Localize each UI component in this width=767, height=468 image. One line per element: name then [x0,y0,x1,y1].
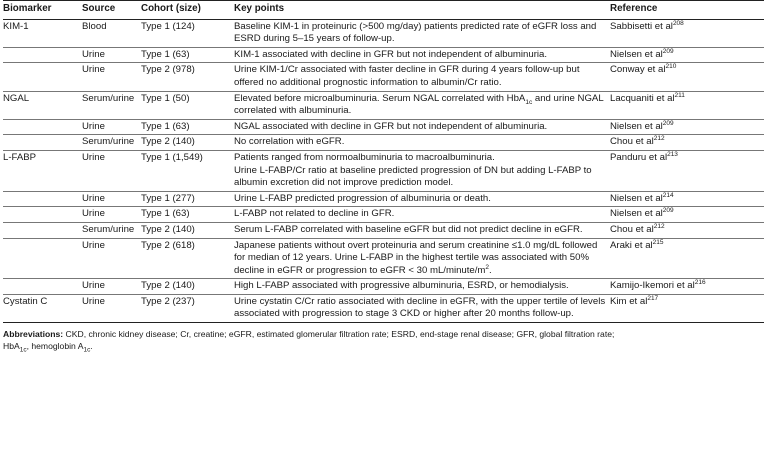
table-row [3,207,764,223]
cell-key-points: High L-FABP associated with progressive albuminuria, ESRD, or hemodialysis. [234,279,610,295]
cell-cohort: Type 1 (124) [141,20,195,32]
reference-text: Chou et al [610,223,654,235]
cell-reference [610,91,764,119]
reference-text: Nielsen et al [610,192,663,204]
footnote-text: . [90,340,93,351]
cell-key-points: Urine KIM-1/Cr associated with faster decline in GFR during 4 years follow-up but offered no additional prognostic information to albumin/Cr ratio. [234,63,610,91]
cell-reference [610,207,764,223]
cell-reference [610,119,764,135]
cell-key-points [234,91,610,119]
reference-number: 212 [653,222,665,230]
biomarker-table [3,0,764,323]
reference-text: Panduru et al [610,151,668,163]
cell-biomarker [3,47,82,63]
cell-cohort: Type 2 (618) [141,238,234,279]
cell-key-points: Urine cystatin C/Cr ratio associated with decline in eGFR, with the upper tertile of levels associated with progression to stage 3 CKD or higher after 20 months follow-up. [234,294,610,322]
cell-key-points: NGAL associated with decline in GFR but not independent of albuminuria. [234,119,610,135]
cell-cohort: Type 2 (140) [141,135,234,151]
reference-number: 217 [647,294,659,302]
key-subscript: 1c [525,98,533,106]
header-key-points: Key points [234,3,285,14]
table-row [3,150,764,191]
cell-biomarker [3,63,82,91]
cell-reference [610,150,764,191]
reference-text: Kim et al [610,295,648,307]
reference-number: 209 [662,47,674,55]
cell-source: Urine [82,191,141,207]
cell-source: Serum/urine [82,222,141,238]
key-text: and urine NGAL correlated with albuminuria. [234,92,604,117]
cell-biomarker: Cystatin C [3,294,82,322]
cell-biomarker [3,135,82,151]
cell-cohort: Type 1 (1,549) [141,150,234,191]
cell-cohort: Type 1 (63) [141,47,234,63]
reference-number: 210 [665,63,677,71]
reference-text: Nielsen et al [610,120,663,132]
key-text: Urine L-FABP/Cr ratio at baseline predicted progression of DN but adding L-FABP to albumin excretion did not improve prediction model. [234,164,592,189]
cell-cohort: Type 2 (140) [141,222,234,238]
table-row [3,63,764,91]
table-row [3,191,764,207]
header-source: Source [82,3,116,14]
table-row [3,47,764,63]
cell-key-points [234,238,610,279]
cell-cohort: Type 1 (50) [141,91,234,119]
cell-reference [610,222,764,238]
cell-source: Urine [82,47,141,63]
reference-text: Kamijo-Ikemori et al [610,280,695,292]
cell-key-points: No correlation with eGFR. [234,135,610,151]
header-cohort: Cohort (size) [141,3,201,14]
reference-number: 216 [694,279,706,287]
footnote-text: HbA [3,340,20,351]
table-row [3,135,764,151]
reference-number: 211 [674,91,685,99]
cell-biomarker [3,191,82,207]
cell-source: Serum/urine [82,91,141,119]
reference-number: 209 [662,207,674,215]
header-reference: Reference [610,3,658,14]
cell-key-points [234,150,610,191]
footnote-subscript: 1c [19,346,27,354]
cell-cohort: Type 1 (63) [141,119,234,135]
cell-cohort: Type 2 (237) [141,294,234,322]
cell-biomarker: KIM-1 [3,20,29,32]
cell-reference [610,191,764,207]
cell-key-points: L-FABP not related to decline in GFR. [234,207,610,223]
reference-text: Sabbisetti et al [610,20,673,32]
table-row [3,279,764,295]
reference-text: Nielsen et al [610,208,663,220]
key-text: Japanese patients without overt proteinuria and serum creatinine ≤1.0 mg/dL followed for median of 12 years. Urine L-FABP in the highest tertile was associated with 50% decline in eGFR or progression to eGFR < 30 mL/minute/m [234,239,598,276]
cell-key-points: Baseline KIM-1 in proteinuric (>500 mg/day) patients predicted rate of eGFR loss and ESRD during 5–15 years of follow-up. [234,20,597,45]
cell-reference [610,63,764,91]
footnote-subscript: 1c [83,346,91,354]
cell-biomarker [3,238,82,279]
cell-key-points: Serum L-FABP correlated with baseline eGFR but did not predict decline in eGFR. [234,222,610,238]
footnote-text: , hemoglobin A [26,340,84,351]
cell-source: Urine [82,150,141,191]
key-superscript: 2 [485,263,490,271]
cell-source: Urine [82,238,141,279]
key-text: . [489,264,492,276]
cell-reference [610,279,764,295]
cell-source: Urine [82,294,141,322]
cell-cohort: Type 2 (140) [141,279,234,295]
reference-number: 215 [652,238,664,246]
footnote-text: CKD, chronic kidney disease; Cr, creatine; eGFR, estimated glomerular filtration rate; ESRD, end-stage renal disease; GFR, global filtration rate; [63,329,615,340]
reference-number: 208 [672,19,684,27]
cell-reference [610,19,764,47]
table-header-row [3,1,764,20]
abbreviations-footnote [3,329,764,352]
header-biomarker: Biomarker [3,3,52,14]
cell-biomarker: L-FABP [3,150,82,191]
cell-key-points: Urine L-FABP predicted progression of albuminuria or death. [234,191,610,207]
reference-text: Conway et al [610,64,666,76]
table-row [3,222,764,238]
cell-source: Serum/urine [82,135,141,151]
cell-source: Urine [82,119,141,135]
cell-source: Urine [82,207,141,223]
reference-number: 213 [667,150,678,158]
table-row [3,19,764,47]
biomarker-table-container [3,0,764,352]
reference-number: 214 [662,191,674,199]
cell-reference [610,135,764,151]
reference-text: Nielsen et al [610,48,663,60]
table-row [3,91,764,119]
cell-biomarker [3,222,82,238]
cell-source: Blood [82,20,107,32]
table-row [3,294,764,322]
cell-source: Urine [82,63,141,91]
cell-source: Urine [82,279,141,295]
cell-biomarker [3,207,82,223]
cell-reference [610,238,764,279]
reference-text: Chou et al [610,136,654,148]
cell-reference [610,294,764,322]
cell-biomarker [3,279,82,295]
reference-number: 209 [662,119,674,127]
key-text: Patients ranged from normoalbuminuria to macroalbuminuria. [234,151,495,163]
footnote-label: Abbreviations: [3,329,64,340]
cell-cohort: Type 2 (978) [141,63,234,91]
reference-text: Lacquaniti et al [610,92,675,104]
table-row [3,238,764,279]
cell-biomarker: NGAL [3,91,82,119]
cell-biomarker [3,119,82,135]
table-row [3,119,764,135]
cell-key-points: KIM-1 associated with decline in GFR but not independent of albuminuria. [234,47,610,63]
reference-number: 212 [653,135,665,143]
key-text: Elevated before microalbuminuria. Serum NGAL correlated with HbA [234,92,526,104]
cell-cohort: Type 1 (63) [141,207,234,223]
cell-reference [610,47,764,63]
cell-cohort: Type 1 (277) [141,191,234,207]
reference-text: Araki et al [610,239,653,251]
